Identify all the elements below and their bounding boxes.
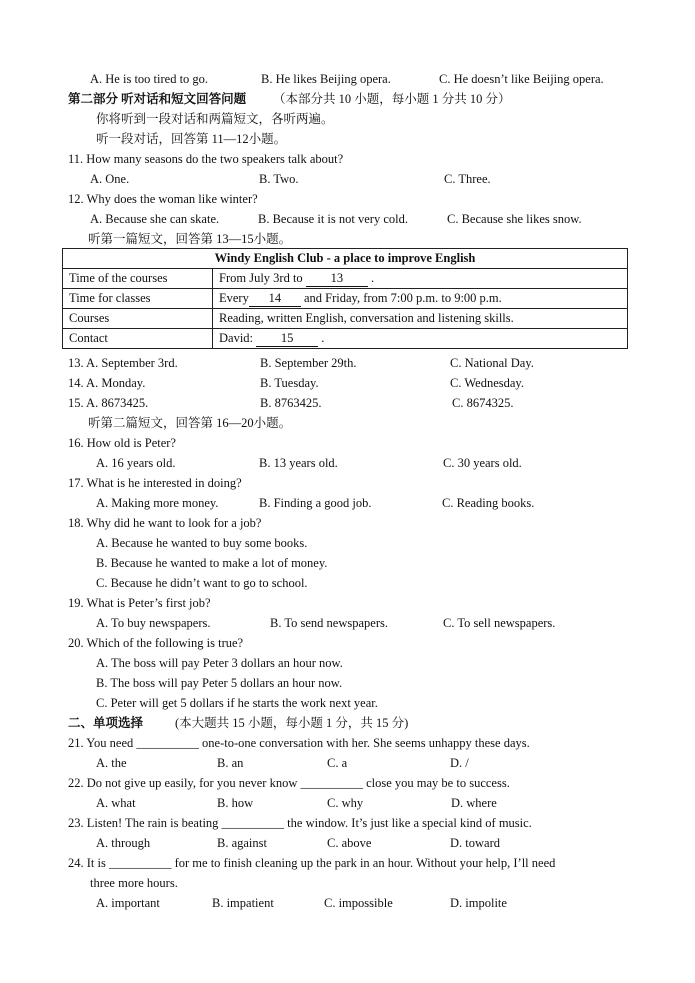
row-value [213, 309, 628, 329]
q10-option-b: B. He likes Beijing opera. [261, 72, 391, 86]
q24-option-c: C. impossible [324, 896, 393, 910]
q12-option-a: A. Because she can skate. [90, 212, 220, 226]
row-text: Every [219, 290, 249, 305]
q15-option-a: 15. A. 8673425. [68, 396, 149, 410]
q19-option-a: A. To buy newspapers. [96, 616, 211, 630]
part2-title: 第二部分 听对话和短文回答问题 [68, 92, 247, 106]
question-23: 23. Listen! The rain is beating __________ the window. It’s just like a special kind of music. [68, 816, 532, 830]
q21-option-d: D. / [450, 756, 469, 770]
q22-option-d: D. where [451, 796, 497, 810]
q13-option-c: C. National Day. [450, 356, 534, 370]
q17-option-a: A. Making more money. [96, 496, 219, 510]
question-19: 19. What is Peter’s first job? [68, 596, 211, 610]
row-value [213, 329, 628, 349]
row-text: David: [219, 330, 257, 345]
question-21: 21. You need __________ one-to-one conversation with her. She seems unhappy these days. [68, 736, 530, 750]
blank-15[interactable]: 15 [256, 331, 318, 347]
q12-option-c: C. Because she likes snow. [447, 212, 582, 226]
club-info-table [62, 248, 628, 349]
q14-option-c: C. Wednesday. [450, 376, 524, 390]
table-row [63, 269, 628, 289]
row-label: Courses [63, 309, 213, 329]
table-row [63, 289, 628, 309]
blank-14[interactable]: 14 [249, 291, 301, 307]
question-16: 16. How old is Peter? [68, 436, 176, 450]
q16-option-a: A. 16 years old. [96, 456, 176, 470]
q11-option-a: A. One. [90, 172, 130, 186]
row-label: Time for classes [63, 289, 213, 309]
q17-option-c: C. Reading books. [442, 496, 535, 510]
q24-option-a: A. important [96, 896, 160, 910]
q23-option-c: C. above [327, 836, 372, 850]
row-text: Reading, written English, conversation and listening skills. [219, 311, 514, 325]
q20-option-b: B. The boss will pay Peter 5 dollars an hour now. [96, 676, 343, 690]
q12-option-b: B. Because it is not very cold. [258, 212, 408, 226]
q14-option-a: 14. A. Monday. [68, 376, 146, 390]
q17-option-b: B. Finding a good job. [259, 496, 372, 510]
q15-option-b: B. 8763425. [260, 396, 322, 410]
q11-option-b: B. Two. [259, 172, 299, 186]
row-label: Contact [63, 329, 213, 349]
q13-option-a: 13. A. September 3rd. [68, 356, 178, 370]
table-title: Windy English Club - a place to improve English [63, 249, 628, 269]
question-12: 12. Why does the woman like winter? [68, 192, 258, 206]
q20-option-a: A. The boss will pay Peter 3 dollars an hour now. [96, 656, 343, 670]
question-22: 22. Do not give up easily, for you never know __________ close you may be to success. [68, 776, 510, 790]
section2-title: 二、单项选择 [68, 716, 144, 730]
q16-option-c: C. 30 years old. [443, 456, 522, 470]
q19-option-b: B. To send newspapers. [270, 616, 388, 630]
q18-option-c: C. Because he didn’t want to go to school. [96, 576, 308, 590]
q24-option-b: B. impatient [212, 896, 274, 910]
dialog-instructions: 听一段对话，回答第 11—12小题。 [96, 132, 287, 146]
q19-option-c: C. To sell newspapers. [443, 616, 556, 630]
q20-option-c: C. Peter will get 5 dollars if he starts the work next year. [96, 696, 378, 710]
row-label: Time of the courses [63, 269, 213, 289]
question-24-continued: three more hours. [90, 876, 178, 890]
table-title-row [63, 249, 628, 269]
part2-title-note: （本部分共 10 小题，每小题 1 分共 10 分） [273, 92, 511, 106]
q23-option-d: D. toward [450, 836, 500, 850]
row-text: From July 3rd to [219, 270, 306, 285]
q21-option-b: B. an [217, 756, 244, 770]
row-value [213, 269, 628, 289]
q21-option-c: C. a [327, 756, 348, 770]
question-11: 11. How many seasons do the two speakers talk about? [68, 152, 344, 166]
question-20: 20. Which of the following is true? [68, 636, 244, 650]
q18-option-b: B. Because he wanted to make a lot of money. [96, 556, 328, 570]
row-text-end: . [318, 330, 325, 345]
q23-option-b: B. against [217, 836, 267, 850]
q13-option-b: B. September 29th. [260, 356, 357, 370]
table-row [63, 329, 628, 349]
q23-option-a: A. through [96, 836, 151, 850]
q11-option-c: C. Three. [444, 172, 491, 186]
question-17: 17. What is he interested in doing? [68, 476, 242, 490]
q22-option-b: B. how [217, 796, 254, 810]
passage1-instructions: 听第一篇短文，回答第 13—15小题。 [88, 232, 292, 246]
question-24: 24. It is __________ for me to finish cleaning up the park in an hour. Without your help, I’ll need [68, 856, 556, 870]
row-value [213, 289, 628, 309]
q18-option-a: A. Because he wanted to buy some books. [96, 536, 308, 550]
question-18: 18. Why did he want to look for a job? [68, 516, 262, 530]
q22-option-a: A. what [96, 796, 136, 810]
q24-option-d: D. impolite [450, 896, 507, 910]
part2-instructions: 你将听到一段对话和两篇短文，各听两遍。 [96, 112, 334, 126]
q16-option-b: B. 13 years old. [259, 456, 338, 470]
q14-option-b: B. Tuesday. [260, 376, 319, 390]
row-text-end: . [367, 270, 375, 285]
row-text-end: and Friday, from 7:00 p.m. to 9:00 p.m. [300, 290, 502, 305]
q10-option-a: A. He is too tired to go. [90, 72, 209, 86]
table-row [63, 309, 628, 329]
q10-option-c: C. He doesn’t like Beijing opera. [439, 72, 604, 86]
section2-title-note: (本大题共 15 小题，每小题 1 分，共 15 分) [175, 716, 409, 730]
blank-13[interactable]: 13 [306, 271, 368, 287]
q21-option-a: A. the [96, 756, 127, 770]
passage2-instructions: 听第二篇短文，回答第 16—20小题。 [88, 416, 292, 430]
q15-option-c: C. 8674325. [452, 396, 514, 410]
q22-option-c: C. why [327, 796, 364, 810]
